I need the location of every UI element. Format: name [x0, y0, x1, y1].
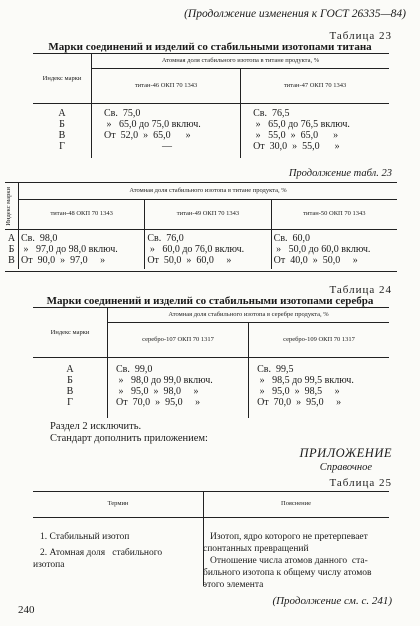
group-header: Атомная доля стабильного изотопа в титане продукта, %	[92, 54, 390, 69]
cell-value: От 30,0 » 55,0 »	[253, 141, 340, 152]
table-bottom-rule	[5, 271, 397, 272]
group-header: Атомная доля стабильного изотопа в серебре продукта, %	[108, 308, 390, 323]
cell-value: » 65,0 до 76,5 включ.	[253, 119, 350, 130]
table-23-cont-label: Продолжение табл. 23	[288, 168, 392, 179]
cell-value: От 90,0 » 97,0 »	[21, 255, 106, 266]
group-header: Атомная доля стабильного изотопа в титане продукта, %	[19, 183, 398, 200]
table-25-col-explanation: Пояснение	[281, 500, 311, 507]
column-header: титан-46 ОКП 70 1343	[92, 69, 241, 104]
cell-value: » 98,0 до 99,0 включ.	[116, 375, 213, 386]
cell-value: Св. 75,0	[104, 108, 141, 119]
cell-value: —	[162, 141, 172, 152]
explanation-2-end: этого элемента	[203, 580, 264, 590]
explanation-2-cont: бильного изотопа к общему числу атомов	[203, 568, 372, 578]
cell-value: » 95,0 » 98,5 »	[257, 386, 340, 397]
index-value: Г	[67, 397, 73, 408]
index-value: Г	[59, 141, 65, 152]
term-1: 1. Стабильный изотоп	[40, 532, 130, 542]
continued-note: (Продолжение см. с. 241)	[272, 595, 392, 607]
index-header: Индекс марки	[33, 54, 92, 104]
running-header: (Продолжение изменения к ГОСТ 26335—84)	[184, 8, 406, 20]
explanation-2: Отношение числа атомов данного ста-	[210, 556, 368, 566]
table-25-top-rule	[33, 491, 389, 492]
cell-value: От 40,0 » 50,0 »	[273, 255, 358, 266]
cell-value: » 97,0 до 98,0 включ.	[21, 244, 118, 255]
term-2: 2. Атомная доля стабильного	[40, 548, 163, 558]
index-value: А	[7, 233, 16, 244]
column-header: серебро-107 ОКП 70 1317	[108, 323, 249, 358]
explanation-1-cont: спонтанных превращений	[203, 544, 309, 554]
cell-value: От 70,0 » 95,0 »	[116, 397, 201, 408]
table-25-col-term: Термин	[107, 500, 129, 507]
text-add-appendix: Стандарт дополнить приложением:	[50, 433, 208, 444]
cell-value: Св. 99,5	[257, 364, 294, 375]
index-value: В	[58, 130, 66, 141]
cell-value: От 70,0 » 95,0 »	[257, 397, 342, 408]
explanation-1: Изотоп, ядро которого не претерпевает	[210, 532, 368, 542]
cell-value: Св. 76,0	[147, 233, 184, 244]
table-24-label: Таблица 24	[329, 284, 392, 296]
page-number: 240	[18, 604, 35, 616]
cell-value: Св. 98,0	[21, 233, 58, 244]
table-25-label: Таблица 25	[329, 477, 392, 489]
index-value: В	[8, 255, 15, 266]
appendix-heading: ПРИЛОЖЕНИЕ	[299, 446, 392, 460]
index-header: Индекс марки	[5, 186, 12, 226]
table-24-title: Марки соединений и изделий со стабильными изотопами серебра	[46, 295, 374, 307]
table-23-label: Таблица 23	[329, 30, 392, 42]
index-value: Б	[8, 244, 15, 255]
table-24	[33, 307, 389, 418]
column-header: титан-49 ОКП 70 1343	[145, 199, 271, 229]
cell-value: От 50,0 » 60,0 »	[147, 255, 232, 266]
index-value: А	[66, 364, 74, 375]
table-23	[33, 53, 389, 158]
cell-value: » 65,0 до 75,0 включ.	[104, 119, 201, 130]
index-value: В	[66, 386, 74, 397]
column-header: титан-48 ОКП 70 1343	[19, 199, 145, 229]
cell-value: » 95,0 » 98,0 »	[116, 386, 199, 397]
table-25-header-rule	[33, 517, 389, 518]
index-value: А	[58, 108, 66, 119]
cell-value: От 52,0 » 65,0 »	[104, 130, 191, 141]
column-header: серебро-109 ОКП 70 1317	[249, 323, 389, 358]
cell-value: » 50,0 до 60,0 включ.	[273, 244, 371, 255]
index-value: Б	[59, 119, 65, 130]
text-remove-section: Раздел 2 исключить.	[50, 421, 142, 432]
column-header: титан-47 ОКП 70 1343	[241, 69, 389, 104]
cell-value: » 60,0 до 76,0 включ.	[147, 244, 245, 255]
cell-value: Св. 60,0	[273, 233, 311, 244]
table-23-title: Марки соединений и изделий со стабильными изотопами титана	[48, 41, 372, 53]
cell-value: » 98,5 до 99,5 включ.	[257, 375, 354, 386]
cell-value: Св. 99,0	[116, 364, 153, 375]
appendix-subheading: Справочное	[319, 462, 372, 473]
table-23-continued	[5, 182, 397, 269]
column-header: титан-50 ОКП 70 1343	[271, 199, 397, 229]
cell-value: Св. 76,5	[253, 108, 290, 119]
index-value: Б	[67, 375, 73, 386]
term-2-cont: изотопа	[33, 560, 65, 570]
cell-value: » 55,0 » 65,0 »	[253, 130, 339, 141]
index-header: Индекс марки	[33, 308, 108, 358]
